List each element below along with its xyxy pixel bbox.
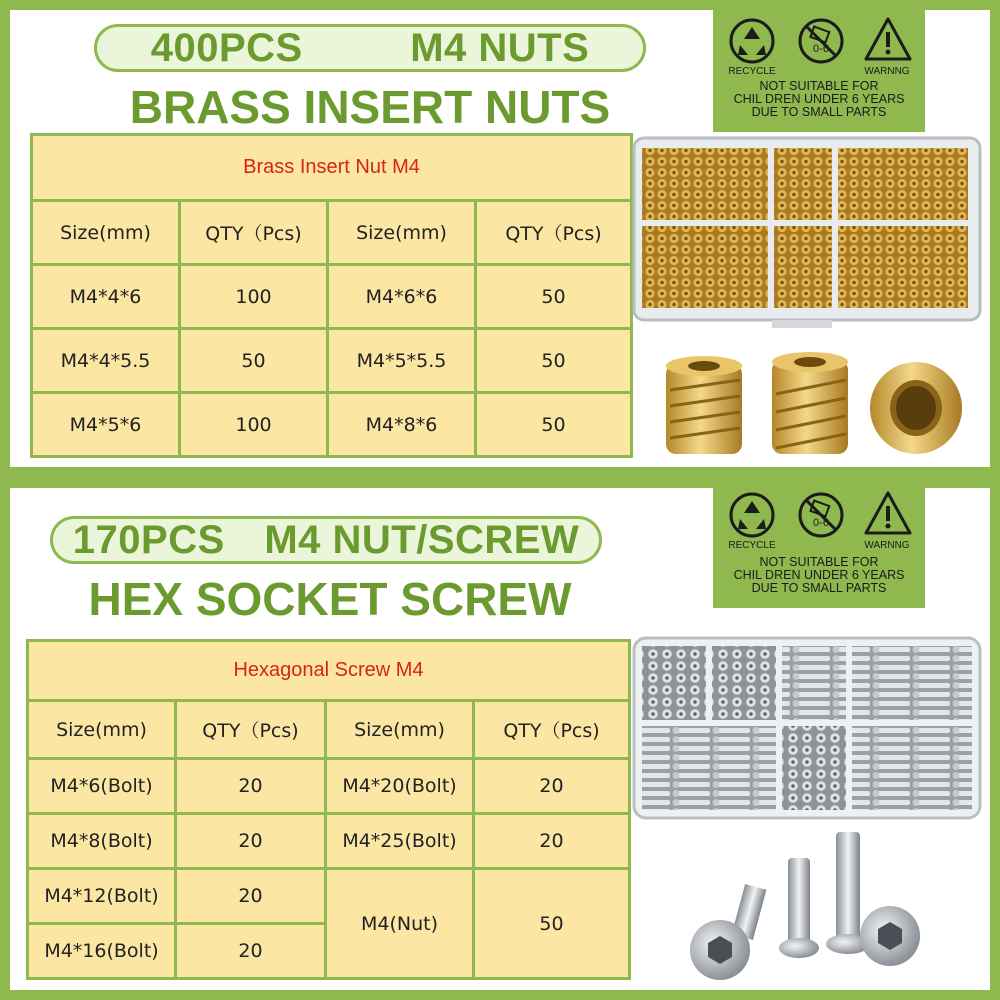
- qty-cell: 20: [474, 814, 630, 869]
- recycle-icon: [729, 492, 775, 538]
- recycle-label: RECYCLE: [728, 540, 776, 551]
- quantity-pill: [50, 516, 602, 564]
- table-header-row: [28, 701, 630, 759]
- warning-triangle-icon: [864, 16, 912, 62]
- header-qty: QTY（Pcs): [180, 201, 328, 265]
- qty-cell: 50: [474, 869, 630, 979]
- qty-cell: 20: [176, 924, 326, 979]
- hex-screw-medium: [779, 858, 819, 958]
- header-qty: QTY（Pcs): [474, 701, 630, 759]
- age-badge-text: 0-6: [813, 43, 829, 55]
- warning-line-2: CHIL DREN UNDER 6 YEARS: [733, 568, 905, 582]
- header-size: Size(mm): [28, 701, 176, 759]
- brass-insert-panel: [10, 10, 990, 467]
- table-header-row: [32, 201, 632, 265]
- qty-cell: 100: [180, 265, 328, 329]
- qty-cell: 50: [180, 329, 328, 393]
- header-qty: QTY（Pcs): [176, 701, 326, 759]
- size-cell: M4*20(Bolt): [326, 759, 474, 814]
- warning-line-3: DUE TO SMALL PARTS: [751, 105, 887, 119]
- hex-screw-spec-table: [26, 639, 631, 980]
- brass-organizer-box-image: [632, 134, 982, 330]
- recycle-label: RECYCLE: [728, 66, 776, 77]
- pill-count: 400PCS: [150, 25, 303, 70]
- brass-insert-2: [772, 352, 848, 454]
- size-cell: M4*5*5.5: [328, 329, 476, 393]
- product-headline: BRASS INSERT NUTS: [129, 81, 611, 133]
- brass-insert-closeup-image: [660, 350, 970, 460]
- header-qty: QTY（Pcs): [476, 201, 632, 265]
- age-badge-text: 0-6: [813, 517, 829, 529]
- brass-spec-table: [30, 133, 633, 458]
- header-size: Size(mm): [328, 201, 476, 265]
- hex-screw-short: [690, 884, 766, 980]
- hex-screw-panel: [10, 488, 990, 990]
- table-row: [28, 814, 630, 869]
- warning-triangle-icon: [864, 490, 912, 536]
- pill-count: 170PCS: [72, 517, 225, 562]
- warning-label: WARNNG: [864, 540, 910, 551]
- size-cell: M4*12(Bolt): [28, 869, 176, 924]
- table-title: Hexagonal Screw M4: [28, 641, 630, 701]
- size-cell: M4*8*6: [328, 393, 476, 457]
- table-row: [32, 329, 632, 393]
- qty-cell: 20: [176, 869, 326, 924]
- qty-cell: 20: [474, 759, 630, 814]
- safety-warning-box: [713, 482, 925, 608]
- size-cell: M4*8(Bolt): [28, 814, 176, 869]
- size-cell: M4(Nut): [326, 869, 474, 979]
- header-size: Size(mm): [32, 201, 180, 265]
- qty-cell: 50: [476, 393, 632, 457]
- warning-label: WARNNG: [864, 66, 910, 77]
- screw-organizer-box-image: [632, 636, 982, 822]
- safety-warning-box: [713, 0, 925, 132]
- age-restriction-icon: [798, 492, 844, 538]
- age-restriction-icon: [798, 18, 844, 64]
- qty-cell: 100: [180, 393, 328, 457]
- brass-insert-1: [666, 356, 742, 454]
- size-cell: M4*6*6: [328, 265, 476, 329]
- warning-line-1: NOT SUITABLE FOR: [759, 555, 879, 569]
- table-row: [28, 869, 630, 924]
- header-size: Size(mm): [326, 701, 474, 759]
- table-title: Brass Insert Nut M4: [32, 135, 632, 201]
- size-cell: M4*4*6: [32, 265, 180, 329]
- table-row: [32, 265, 632, 329]
- qty-cell: 50: [476, 329, 632, 393]
- warning-line-1: NOT SUITABLE FOR: [759, 79, 879, 93]
- product-headline: HEX SOCKET SCREW: [88, 573, 572, 625]
- size-cell: M4*16(Bolt): [28, 924, 176, 979]
- table-row: [28, 759, 630, 814]
- qty-cell: 20: [176, 759, 326, 814]
- size-cell: M4*6(Bolt): [28, 759, 176, 814]
- table-row: [32, 393, 632, 457]
- hex-screw-closeup-image: [676, 828, 940, 984]
- brass-insert-3: [870, 362, 962, 454]
- warning-line-2: CHIL DREN UNDER 6 YEARS: [733, 92, 905, 106]
- quantity-pill: [94, 24, 646, 72]
- warning-line-3: DUE TO SMALL PARTS: [751, 581, 887, 595]
- pill-product: M4 NUTS: [410, 25, 590, 70]
- recycle-icon: [729, 18, 775, 64]
- size-cell: M4*4*5.5: [32, 329, 180, 393]
- pill-product: M4 NUT/SCREW: [264, 517, 580, 562]
- qty-cell: 50: [476, 265, 632, 329]
- hex-screw-head-view: [860, 906, 920, 966]
- qty-cell: 20: [176, 814, 326, 869]
- size-cell: M4*5*6: [32, 393, 180, 457]
- size-cell: M4*25(Bolt): [326, 814, 474, 869]
